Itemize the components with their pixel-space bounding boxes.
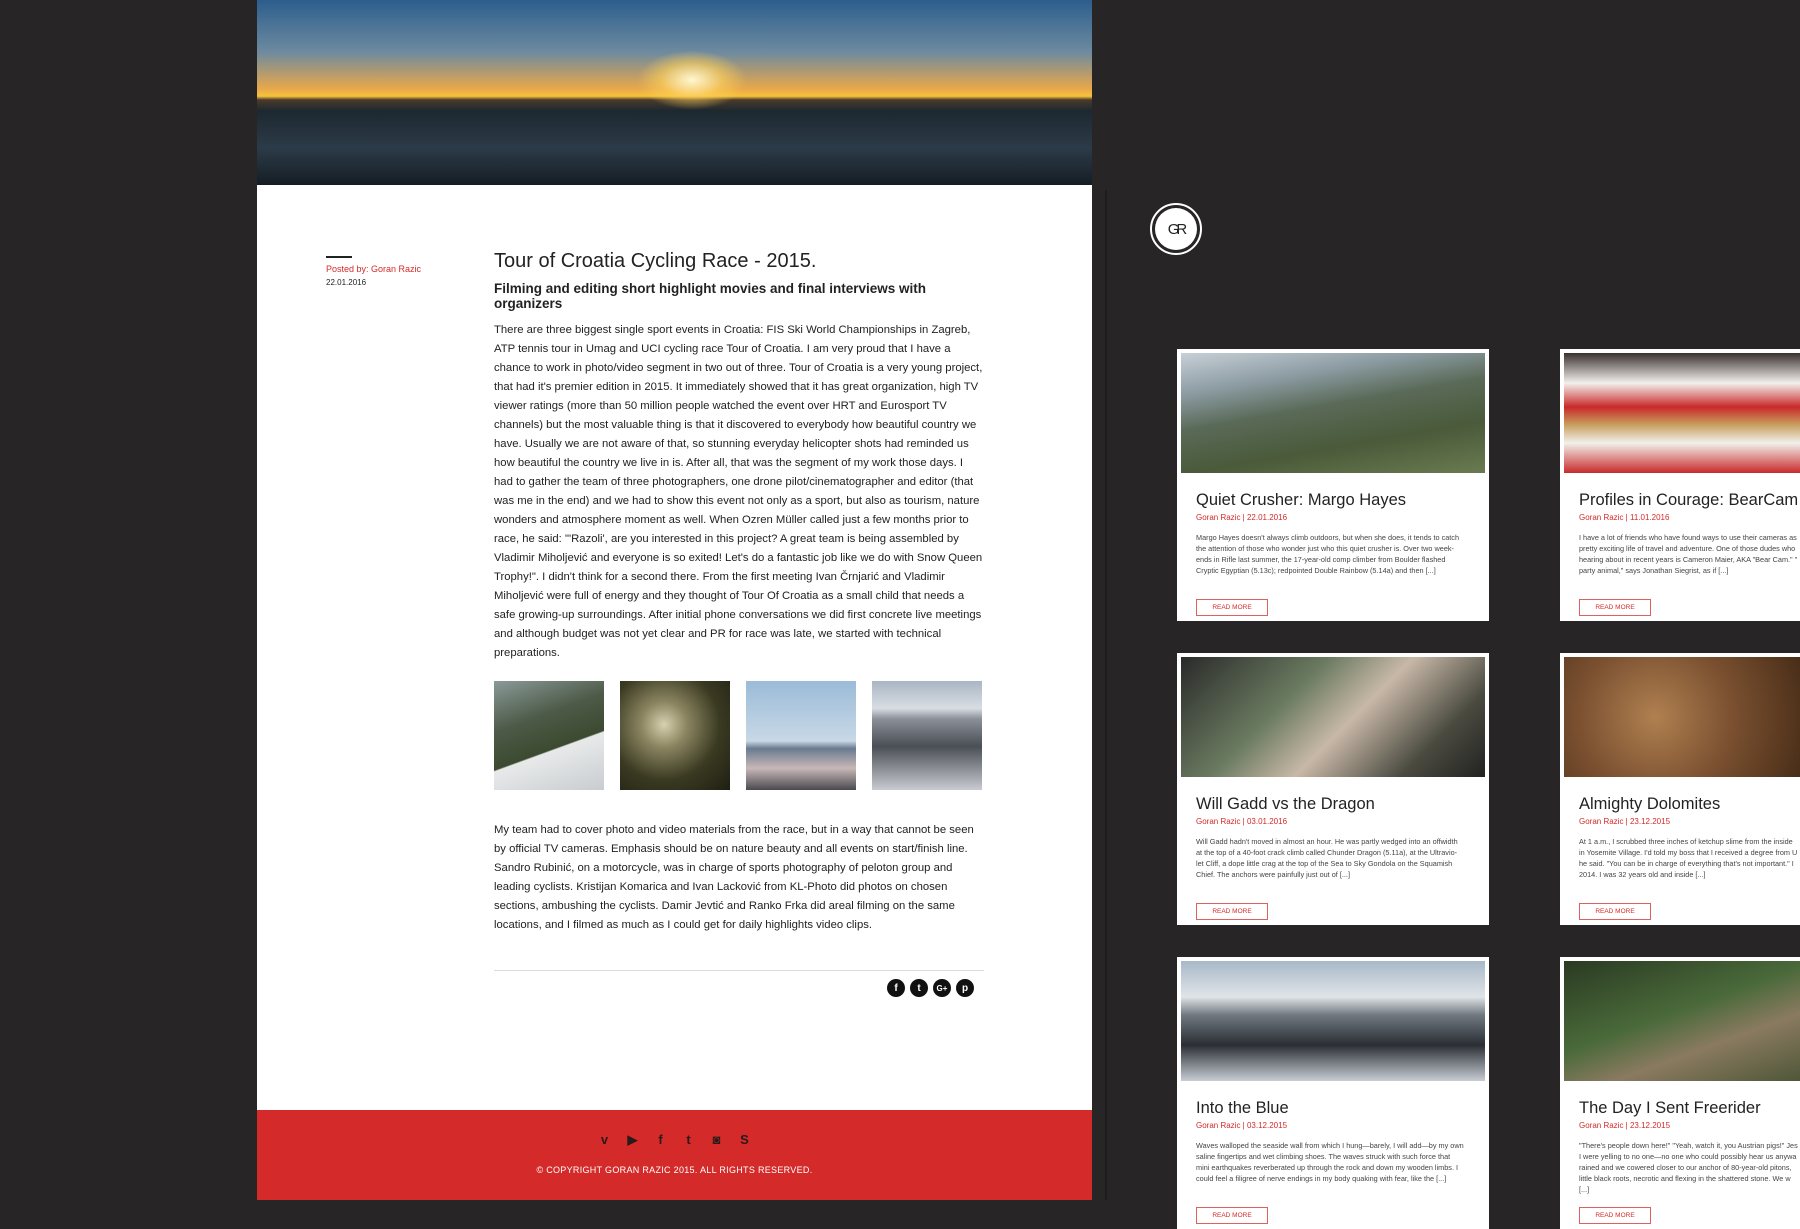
article-panel <box>257 0 1092 1200</box>
paragraph: My team had to cover photo and video materials from the race, but in a way that cannot be seen by official TV cameras. Emphasis should be on nature beauty and all events on start/finish line. Sandro Rubinić, on a motorcycle, was in charge of sports photography of peloton group and leading cyclists. Kristijan Komarica and Ivan Lacković from KL-Photo did photos on chosen sections, ambushing the cyclists. Damir Jevtić and Ranko Frka did areal filming on the same locations, and I filmed as much as I could get for daily highlights video clips. <box>494 824 974 931</box>
excerpt-line: At 1 a.m., I scrubbed three inches of ketchup slime from the inside <box>1579 837 1793 846</box>
card-excerpt <box>1579 532 1800 590</box>
copyright: © COPYRIGHT GORAN RAZIC 2015. ALL RIGHTS RESERVED. <box>536 1165 813 1175</box>
card-image[interactable] <box>1564 961 1800 1081</box>
excerpt-line: saline fingertips and wet climbing shoes. The waves struck with such force that <box>1196 1152 1451 1161</box>
excerpt-line: [...] <box>1579 1185 1590 1194</box>
excerpt-line: pretty exciting life of travel and adventure. One of those dudes who <box>1579 544 1796 553</box>
card-title[interactable]: The Day I Sent Freerider <box>1579 1099 1761 1117</box>
panel-divider <box>1105 190 1107 1200</box>
paragraph: There are three biggest single sport events in Croatia: FIS Ski World Championships in Zagreb, ATP tennis tour in Umag and UCI cycling race Tour of Croatia. I am very proud that I have a chance to work in photo/video segment in two out of three. Tour of Croatia is a very young project, that had it's premier edition in 2015. It immediately showed that it has great organization, high TV viewer ratings (more than 50 million people watched the event over HRT and Eurosport TV channels) but the most valuable thing is that it discovered to everybody how beautiful country we have. Usually we are not aware of that, so stunning everyday helicopter shots had reminded us how beautiful the country we live in is. After all, that was the segment of my work those days. I had to gather the team of three photographers, one drone pilot/cinematographer and editor (that was me in the end) and we had to show this event not only as a sport, but also as tourism, nature wonders and atmosphere moment as well. When Ozren Müller called just a few months prior to race, he said: "'Razoli', are you interested in this project? A great team is being assembled by Vladimir Miholjević and everyone is so exited! Let's do a fantastic job like we do with Snow Queen Trophy!". I didn't think for a second there. From the first meeting Ivan Črnjarić and Vladimir Miholjević were full of energy and they thought of Tour Of Croatia as a small child that needs a safe growing-up surroundings. After initial phone conversations we did first concrete live meetings and although budget was not yet clear and PR for race was late, we started with technical preparations. <box>494 324 983 659</box>
read-more-button[interactable]: READ MORE <box>1579 1207 1651 1224</box>
card-excerpt <box>1579 836 1800 894</box>
card-meta: Goran Razic | 11.01.2016 <box>1579 513 1670 522</box>
card-image[interactable] <box>1564 657 1800 777</box>
excerpt-line: he said. "You can be in charge of everything that's not important." I <box>1579 859 1794 868</box>
gallery-image-forest[interactable] <box>620 681 730 790</box>
card-excerpt <box>1196 836 1470 894</box>
excerpt-line: "There's people down here!" "Yeah, watch it, you Austrian pigs!" Jes <box>1579 1141 1798 1150</box>
post-card <box>1177 653 1489 925</box>
excerpt-line: I were yelling to no one—no one who could possibly hear us anywa <box>1579 1152 1797 1161</box>
excerpt-line: I have a lot of friends who have found ways to use their cameras as <box>1579 533 1797 542</box>
twitter-icon[interactable]: t <box>686 1132 691 1147</box>
google-plus-icon[interactable]: G+ <box>933 979 951 997</box>
facebook-icon[interactable]: f <box>887 979 905 997</box>
read-more-button[interactable]: READ MORE <box>1579 599 1651 616</box>
card-meta: Goran Razic | 23.12.2015 <box>1579 1121 1671 1130</box>
card-title[interactable]: Quiet Crusher: Margo Hayes <box>1196 491 1406 509</box>
facebook-icon[interactable]: f <box>658 1132 663 1147</box>
excerpt-line: could feel a filigree of nerve endings in my body quaking with fear, like the [...] <box>1196 1174 1447 1183</box>
post-date: 22.01.2016 <box>326 278 367 287</box>
post-card <box>1560 653 1800 925</box>
card-image[interactable] <box>1564 353 1800 473</box>
share-icons <box>887 979 974 997</box>
excerpt-line: party animal," says Jonathan Siegrist, as if [...] <box>1579 566 1729 575</box>
instagram-icon[interactable]: ◙ <box>712 1132 721 1147</box>
excerpt-line: mini earthquakes reverberated up through the rock and down my wooden limbs. I <box>1196 1163 1459 1172</box>
card-title[interactable]: Almighty Dolomites <box>1579 795 1721 813</box>
card-excerpt <box>1579 1140 1800 1198</box>
youtube-icon[interactable]: ▶ <box>627 1132 638 1147</box>
read-more-button[interactable]: READ MORE <box>1196 1207 1268 1224</box>
post-card <box>1177 349 1489 621</box>
article-continued <box>494 821 984 935</box>
posted-by[interactable]: Posted by: Goran Razic <box>326 264 422 274</box>
hero-image-sunset <box>257 0 1092 185</box>
meta-divider <box>326 256 352 258</box>
card-meta: Goran Razic | 23.12.2015 <box>1579 817 1671 826</box>
card-excerpt <box>1196 1140 1470 1198</box>
read-more-button[interactable]: READ MORE <box>1196 903 1268 920</box>
excerpt-line: rained and we cowered closer to our anchor of 80-year-old pitons, <box>1579 1163 1792 1172</box>
excerpt-line: 2014. I was 32 years old and inside [...] <box>1579 870 1706 879</box>
excerpt-line: little black roots, necrotic and flexing in the shattered stone. We w <box>1579 1174 1791 1183</box>
read-more-button[interactable]: READ MORE <box>1579 903 1651 920</box>
card-title[interactable]: Will Gadd vs the Dragon <box>1196 795 1375 813</box>
excerpt-line: in Yosemite Village. I'd told my boss that I received a degree from U <box>1579 848 1798 857</box>
gallery-image-road[interactable] <box>872 681 982 790</box>
excerpt-line: let Cliff, a dope little crag at the top of the Sea to Sky Gondola on the Squamish <box>1196 859 1453 868</box>
post-meta <box>326 256 421 287</box>
gallery-image-mountains[interactable] <box>494 681 604 790</box>
footer-social-icons <box>257 1132 1092 1148</box>
excerpt-line: at the top of a 40-foot crack climb called Chunder Dragon (5.11a), at the Ultravio- <box>1196 848 1458 857</box>
card-meta: Goran Razic | 22.01.2016 <box>1196 513 1288 522</box>
read-more-button[interactable]: READ MORE <box>1196 599 1268 616</box>
pinterest-icon[interactable]: p <box>956 979 974 997</box>
excerpt-line: Will Gadd hadn't moved in almost an hour. He was partly wedged into an offwidth <box>1196 837 1458 846</box>
post-card <box>1560 349 1800 621</box>
excerpt-line: the attention of those who wonder just who this quiet crusher is. Over two week- <box>1196 544 1454 553</box>
share-divider <box>494 970 984 971</box>
card-image[interactable] <box>1181 353 1485 473</box>
excerpt-line: Margo Hayes doesn't always climb outdoors, but when she does, it tends to catch <box>1196 533 1460 542</box>
logo-monogram: GR <box>1155 208 1197 250</box>
card-title[interactable]: Into the Blue <box>1196 1099 1289 1117</box>
article <box>494 250 984 663</box>
excerpt-line: Cryptic Egyptian (5.13c); redpointed Double Rainbow (5.14a) and then [...] <box>1196 566 1436 575</box>
post-title: Tour of Croatia Cycling Race - 2015. <box>494 250 817 272</box>
excerpt-line: ends in Rifle last summer, the 17-year-old comp climber from Boulder flashed <box>1196 555 1446 564</box>
post-subtitle: Filming and editing short highlight movies and final interviews with organizers <box>494 281 927 311</box>
card-image[interactable] <box>1181 961 1485 1081</box>
twitter-icon[interactable]: t <box>910 979 928 997</box>
card-image[interactable] <box>1181 657 1485 777</box>
excerpt-line: Chief. The anchors were painfully just out of [...] <box>1196 870 1350 879</box>
card-title[interactable]: Profiles in Courage: BearCam <box>1579 491 1799 509</box>
gallery-image-pier[interactable] <box>746 681 856 790</box>
card-meta: Goran Razic | 03.01.2016 <box>1196 817 1288 826</box>
gallery <box>494 681 982 790</box>
gr-logo[interactable] <box>1150 203 1202 255</box>
vimeo-icon[interactable]: v <box>600 1132 609 1147</box>
card-excerpt <box>1196 532 1470 590</box>
post-card <box>1177 957 1489 1229</box>
excerpt-line: Waves walloped the seaside wall from which I hung—barely, I will add—by my own <box>1196 1141 1464 1150</box>
skype-icon[interactable]: S <box>740 1132 749 1147</box>
card-meta: Goran Razic | 03.12.2015 <box>1196 1121 1288 1130</box>
excerpt-line: hearing about in recent years is Cameron Maier, AKA "Bear Cam." " <box>1579 555 1798 564</box>
post-card <box>1560 957 1800 1229</box>
footer <box>257 1110 1092 1200</box>
